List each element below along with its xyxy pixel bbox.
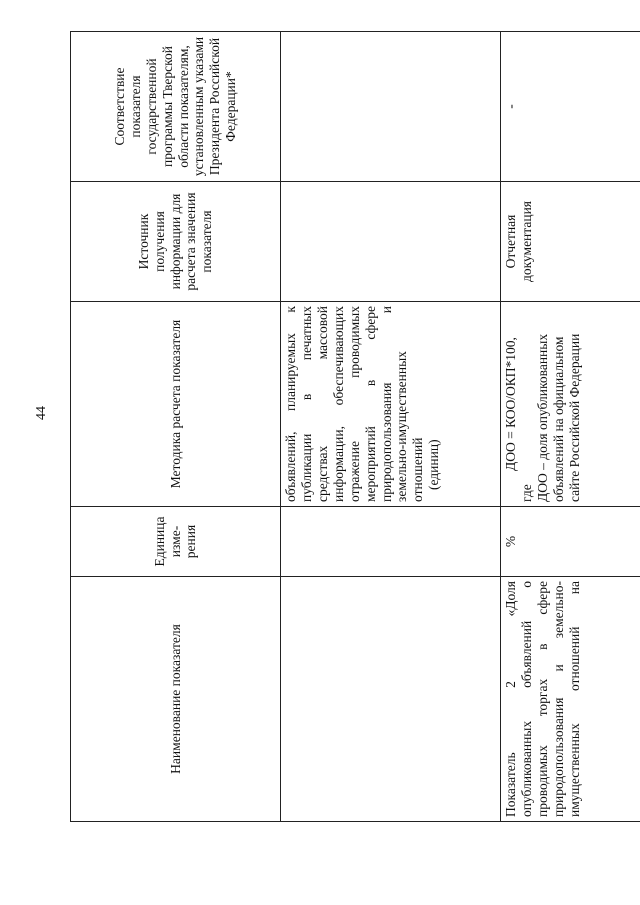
- method-line: (единиц): [426, 439, 442, 490]
- indicator-table: [70, 31, 640, 822]
- table-row: [281, 32, 501, 822]
- method-line: природопользования и: [378, 306, 394, 502]
- header-source: Источник получения информации для расчета значения показателя: [71, 182, 281, 302]
- formula-line: ДОО = КОО/ОКП*100,: [503, 337, 518, 471]
- method-line: мероприятий в сфере: [362, 306, 378, 502]
- name-line: Показатель 2 «Доля: [503, 581, 518, 817]
- method-line: средствах массовой: [314, 306, 330, 502]
- method-line: где: [518, 484, 534, 502]
- method-line: сайте Российской Федерации: [566, 333, 582, 502]
- name-line: имущественных отношений на: [566, 581, 582, 817]
- method-line: информации, обеспечивающих: [330, 306, 346, 502]
- page-number: 44: [34, 406, 49, 420]
- method-line: земельно-имущественных: [394, 351, 410, 502]
- name-line: опубликованных объявлений о: [518, 581, 534, 817]
- row1-compliance: [281, 32, 501, 182]
- method-line: объявлений, планируемых к: [283, 306, 298, 502]
- row2-source: Отчетная документация: [501, 182, 640, 302]
- rotated-table-container: [70, 32, 640, 822]
- header-method: Методика расчета показателя: [71, 302, 281, 507]
- row2-unit: %: [501, 507, 640, 577]
- row2-name: [501, 577, 640, 822]
- name-line: природопользования и земельно-: [550, 581, 566, 817]
- method-line: отношений: [410, 437, 426, 502]
- method-line: публикации в печатных: [298, 306, 314, 502]
- header-row: [71, 32, 281, 822]
- header-compliance: Соответствие показателя государственной программы Тверской области показателям, установленным указами Президента Российской Федерации*: [71, 32, 281, 182]
- row1-name: [281, 577, 501, 822]
- header-unit: Единица изме-рения: [71, 507, 281, 577]
- method-line: отражение проводимых: [346, 306, 362, 502]
- row1-method: [281, 302, 501, 507]
- row2-compliance: -: [501, 32, 640, 182]
- header-name: Наименование показателя: [71, 577, 281, 822]
- row2-method: [501, 302, 640, 507]
- name-line: проводимых торгах в сфере: [534, 581, 550, 817]
- table-row: [501, 32, 640, 822]
- row1-source: [281, 182, 501, 302]
- row1-unit: [281, 507, 501, 577]
- method-line: ДОО – доля опубликованных: [534, 333, 550, 502]
- method-line: объявлений на официальном: [550, 336, 566, 502]
